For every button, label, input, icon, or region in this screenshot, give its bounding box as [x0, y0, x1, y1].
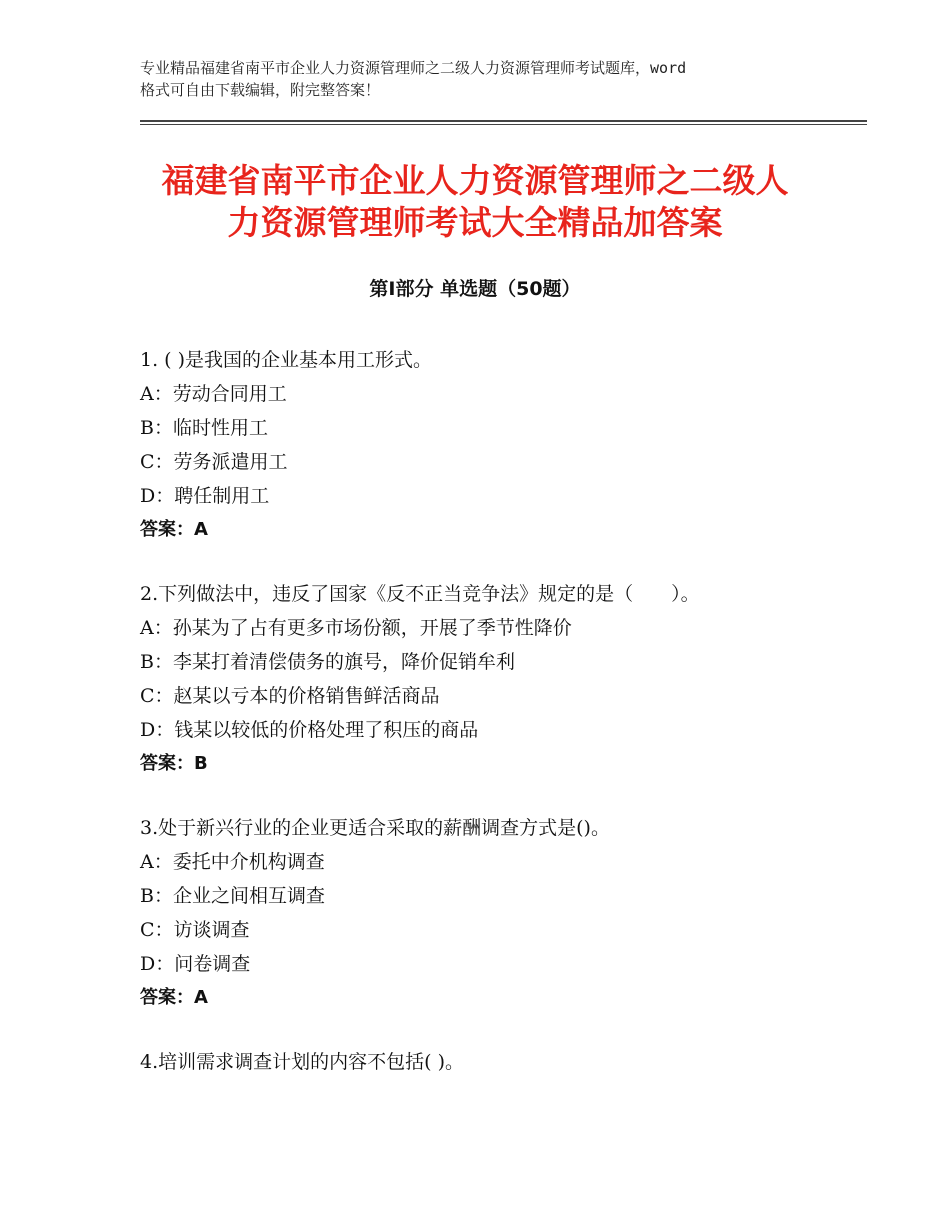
document-title-line-2: 力资源管理师考试大全精品加答案 [227, 203, 723, 242]
question-stem: 2.下列做法中，违反了国家《反不正当竞争法》规定的是（ ）。 [140, 583, 700, 605]
option-c: C：赵某以亏本的价格销售鲜活商品 [140, 685, 440, 707]
option-c: C：访谈调查 [140, 919, 250, 941]
header-divider-thick [140, 120, 867, 122]
option-d: D：聘任制用工 [140, 485, 270, 507]
header-note-line-2: 格式可自由下载编辑，附完整答案！ [140, 81, 381, 99]
answer-line: 答案：A [140, 987, 208, 1008]
option-b: B：临时性用工 [140, 417, 268, 439]
section-heading: 第Ⅰ部分 单选题（50题） [369, 278, 581, 300]
option-c: C：劳务派遣用工 [140, 451, 288, 473]
option-a: A：孙某为了占有更多市场份额，开展了季节性降价 [140, 617, 572, 639]
answer-line: 答案：B [140, 753, 208, 774]
answer-line: 答案：A [140, 519, 208, 540]
header-note [140, 57, 830, 101]
question-2 [140, 577, 840, 781]
question-stem: 4.培训需求调查计划的内容不包括( )。 [140, 1051, 464, 1073]
option-b: B：李某打着清偿债务的旗号，降价促销牟利 [140, 651, 515, 673]
question-stem: 3.处于新兴行业的企业更适合采取的薪酬调查方式是()。 [140, 817, 610, 839]
question-3 [140, 811, 840, 1015]
option-b: B：企业之间相互调查 [140, 885, 325, 907]
option-a: A：劳动合同用工 [140, 383, 287, 405]
question-4 [140, 1045, 840, 1079]
option-d: D：问卷调查 [140, 953, 251, 975]
question-stem: 1. ( )是我国的企业基本用工形式。 [140, 349, 433, 371]
option-d: D：钱某以较低的价格处理了积压的商品 [140, 719, 479, 741]
option-a: A：委托中介机构调查 [140, 851, 325, 873]
question-list [140, 343, 840, 1109]
header-note-line-1: 专业精品福建省南平市企业人力资源管理师之二级人力资源管理师考试题库，word [140, 59, 687, 77]
document-title-line-1: 福建省南平市企业人力资源管理师之二级人 [161, 161, 789, 200]
header-divider-thin [140, 124, 867, 125]
question-1 [140, 343, 840, 547]
document-title [100, 160, 850, 244]
